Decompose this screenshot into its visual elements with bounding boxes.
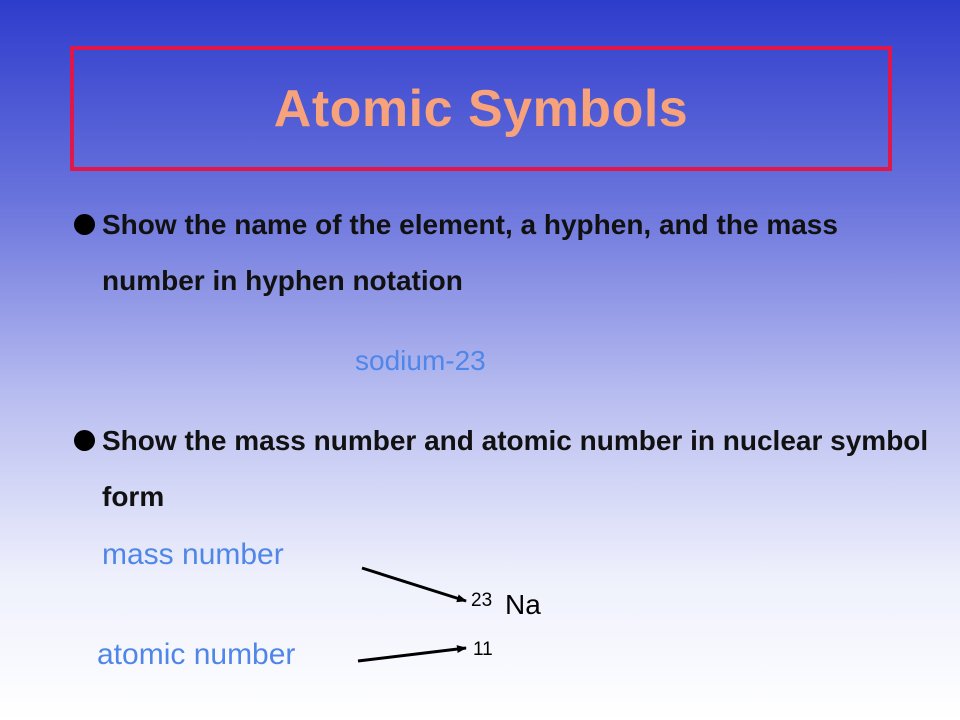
bullet-text: Show the mass number and atomic number in nuclear symbol form (102, 425, 929, 512)
element-symbol: Na (505, 589, 541, 620)
slide-title: Atomic Symbols (273, 79, 689, 138)
bullet-text: Show the name of the element, a hyphen, and the mass number in hyphen notation (102, 209, 838, 296)
hyphen-example: sodium-23 (355, 345, 486, 376)
mass-number-arrow (362, 568, 466, 601)
atomic-number-value: 11 (473, 639, 493, 660)
atomic-number-arrow (358, 648, 466, 661)
atomic-number-label: atomic number (97, 638, 296, 671)
mass-number-label: mass number (102, 538, 284, 571)
mass-number-value: 23 (471, 590, 493, 611)
